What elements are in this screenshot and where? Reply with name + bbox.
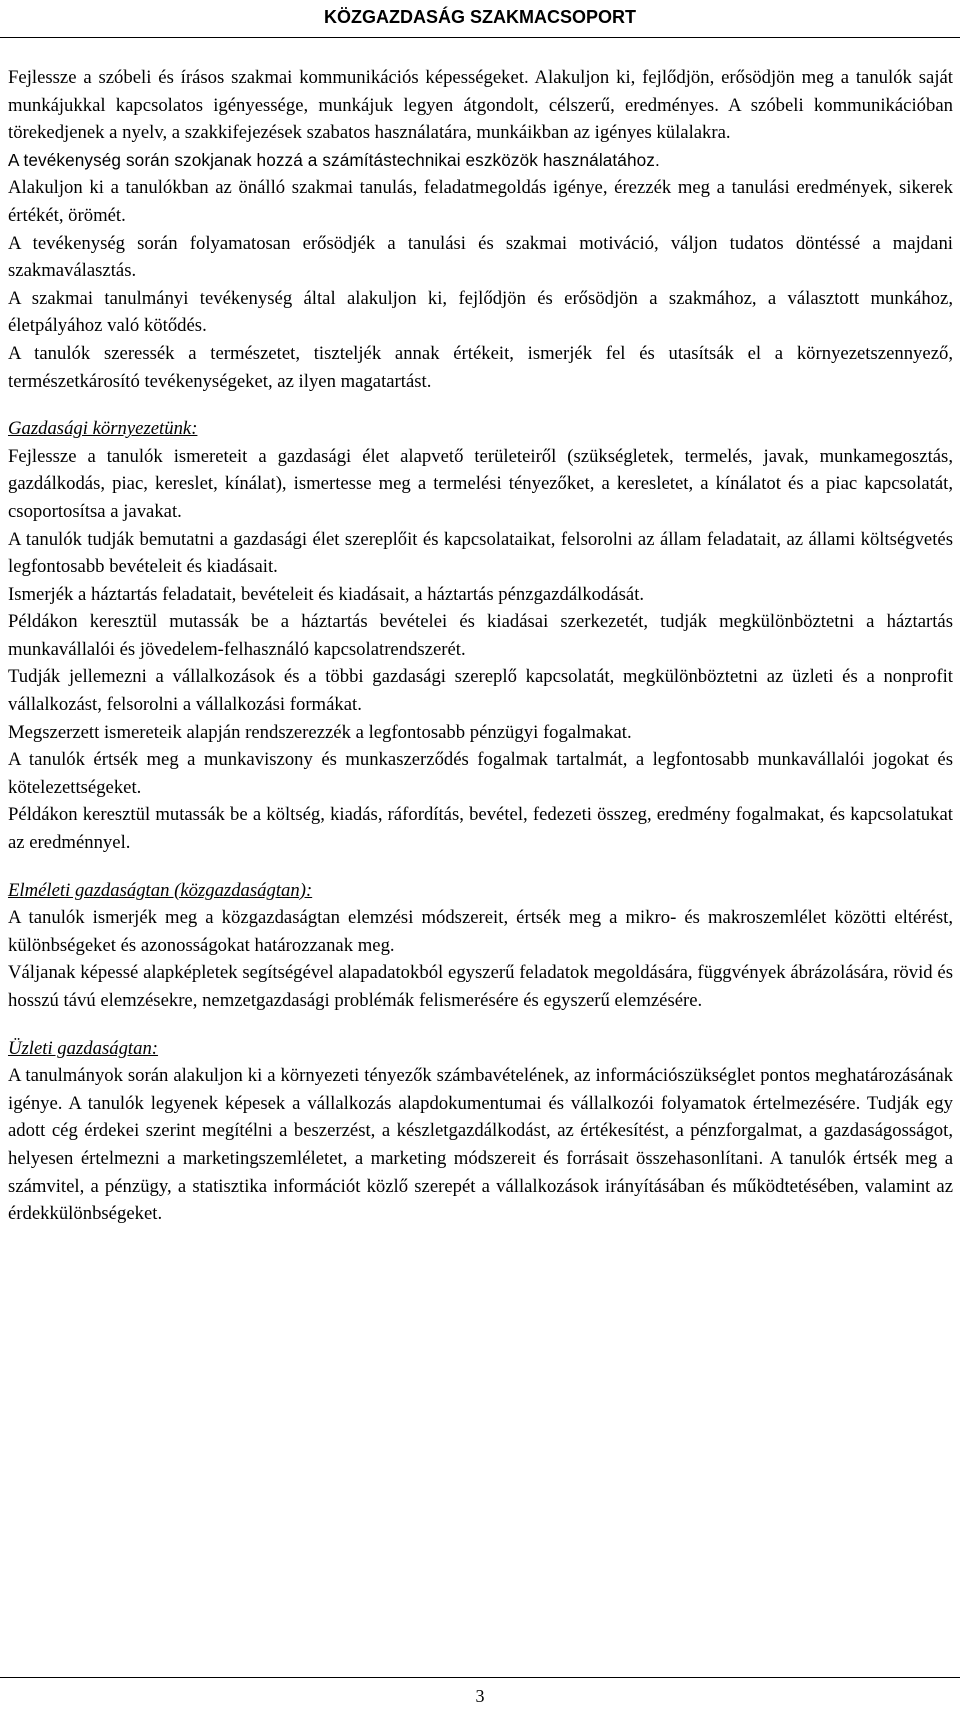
uzleti-section [8,1035,953,1228]
section-title-elmeleti: Elméleti gazdaságtan (közgazdaságtan): [8,879,313,901]
intro-paragraph-4: A tevékenység során folyamatosan erősödjék a tanulási és szakmai motiváció, váljon tudatos döntéssé a majdani szakmaválasztás. [8,232,953,282]
uzleti-paragraph-1: A tanulmányok során alakuljon ki a környezeti tényezők számbavételének, az információszükséglet pontos meghatározásának igénye. A tanulók legyenek képesek a vállalkozás alapdokumentumai és vállalkozói folyamatok értelmezésére. Tudják egy adott cég érdekei szerint megítélni a beszerzést, a készletgazdálkodást, az értékesítést, a pénzforgalmat, a gazdaságosságot, helyesen értelmezni a marketingszemléletet, a marketing módszereit és forrásait összehasonlítani. A tanulók értsék meg a számvitel, a pénzügy, a statisztika információt közlő szerepét a vállalkozások irányításában és működtetésében, valamint az érdekkülönbségeket. [8,1065,953,1225]
header-divider [0,37,960,38]
section-title-uzleti: Üzleti gazdaságtan: [8,1037,159,1059]
intro-paragraph-5: A szakmai tanulmányi tevékenység által alakuljon ki, fejlődjön és erősödjön a szakmához, a választott munkához, életpályához való kötődés. [8,287,953,337]
intro-paragraph-3: Alakuljon ki a tanulókban az önálló szakmai tanulás, feladatmegoldás igénye, érezzék meg a tanulási eredmények, sikerek értékét, örömét. [8,177,953,226]
gazdasagi-paragraph-6: Megszerzett ismereteik alapján rendszerezzék a legfontosabb pénzügyi fogalmakat. [8,721,632,743]
gazdasagi-paragraph-5: Tudják jellemezni a vállalkozások és a többi gazdasági szereplő kapcsolatát, megkülönböztetni az üzleti és a nonprofit vállalkozást, felsorolni a vállalkozási formákat. [8,666,953,716]
gazdasagi-paragraph-8: Példákon keresztül mutassák be a költség, kiadás, ráfordítás, bevétel, fedezeti összeg, eredmény fogalmakat, és kapcsolatukat az eredménnyel. [8,804,953,854]
elmeleti-paragraph-2: Váljanak képessé alapképletek segítségével alapadatokból egyszerű feladatok megoldására, függvények ábrázolására, rövid és hosszú távú elemzésekre, nemzetgazdasági problémák felismerésére és egyszerű elemzésére. [8,962,953,1011]
gazdasagi-paragraph-3: Ismerjék a háztartás feladatait, bevételeit és kiadásait, a háztartás pénzgazdálkodását. [8,583,645,605]
elmeleti-section [8,877,953,1015]
page-number: 3 [475,1686,485,1706]
gazdasagi-paragraph-7: A tanulók értsék meg a munkaviszony és munkaszerződés fogalmak tartalmát, a legfontosabb munkavállalói jogokat és kötelezettségeket. [8,749,953,798]
intro-section [8,64,953,395]
document-body [8,64,953,1228]
gazdasagi-paragraph-2: A tanulók tudják bemutatni a gazdasági élet szereplőit és kapcsolataikat, felsorolni az állam feladatait, az állami költségvetés legfontosabb bevételeit és kiadásait. [8,528,953,578]
intro-paragraph-2: A tevékenység során szokjanak hozzá a számítástechnikai eszközök használatához. [8,149,660,170]
footer-divider [0,1677,960,1678]
section-title-gazdasagi: Gazdasági környezetünk: [8,418,198,440]
elmeleti-paragraph-1: A tanulók ismerjék meg a közgazdaságtan elemzési módszereit, értsék meg a mikro- és makroszemlélet közötti eltérést, különbségeket és azonosságokat határozzanak meg. [8,907,953,956]
gazdasagi-paragraph-4: Példákon keresztül mutassák be a háztartás bevételei és kiadásai szerkezetét, tudják megkülönböztetni a háztartás munkavállalói és jövedelem-felhasználó kapcsolatrendszerét. [8,611,953,660]
gazdasagi-section [8,415,953,857]
gazdasagi-paragraph-1: Fejlessze a tanulók ismereteit a gazdasági élet alapvető területeiről (szükségletek, termelés, javak, munkamegosztás, gazdálkodás, piac, kereslet, kínálat), ismertesse meg a termelési tényezőket, a keresletet, a kínálatot és a piac kapcsolatát, csoportosítsa a javakat. [8,445,953,522]
page-header [0,0,960,40]
header-title: KÖZGAZDASÁG SZAKMACSOPORT [324,7,636,27]
intro-paragraph-1: Fejlessze a szóbeli és írásos szakmai kommunikációs képességeket. Alakuljon ki, fejlődjön, erősödjön meg a tanulók saját munkájukkal kapcsolatos igényessége, munkájuk legyen átgondolt, célszerű, eredményes. A szóbeli kommunikációban törekedjenek a nyelv, a szakkifejezések szabatos használatára, munkáikban az igényes külalakra. [8,67,953,144]
intro-paragraph-6: A tanulók szeressék a természetet, tiszteljék annak értékeit, ismerjék fel és utasítsák el a környezetszennyező, természetkárosító tevékenységeket, az ilyen magatartást. [8,342,953,392]
